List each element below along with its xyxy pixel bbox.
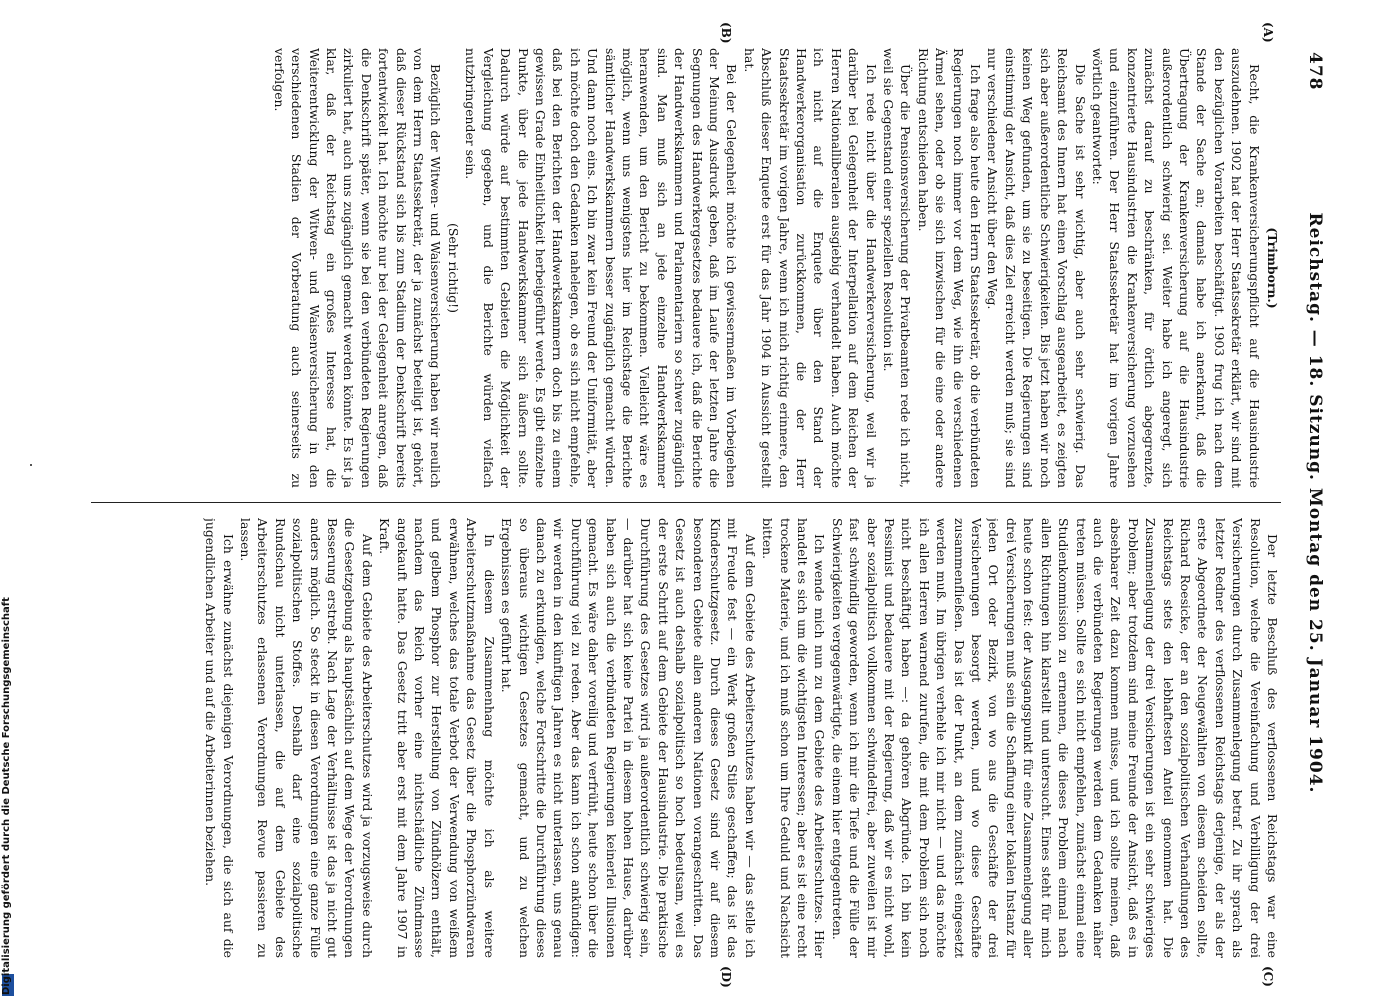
- paragraph: Recht, die Krankenversicherungspflicht auf die Hausindustrie auszudehnen. 1902 hat der Herr Staatssekretär erklärt, wir sind mit den bezüglichen Vorarbeiten beschäftigt. 1903 frug ich nach dem Stande der Sache an; damals habe ich anerkannt, daß die Übertragung der Krankenversicherung auf die Hausindustrie außerordentlich schwierig sei. Weiter habe ich angeregt, sich zunächst darauf zu beschränken, für örtlich abgegrenzte, konzentrierte Hausindustrien die Krankenversicherung vorzusehen und einzuführen. Der Herr Staatssekretär hat im vorigen Jahre wörtlich geantwortet:: [1089, 48, 1262, 488]
- margin-marker-b: (B): [719, 22, 733, 44]
- applause-note: (Sehr richtig!): [445, 223, 461, 313]
- column-divider: [91, 502, 1281, 503]
- paragraph: Ich rede nicht über die Handwerkerversicherung, weil wir ja darüber bei Gelegenheit der Interpellation auf dem Reichen der Herren Nationalliberalen ausgiebig verhandelt haben. Auch möchte ich nicht auf die Enquete über den Stand der Handwerkerorganisation zurückkommen, die der Herr Staatssekretär im vorigen Jahre, wenn ich mich richtig erinnere, den Abschluß dieser Enquete erst für das Jahr 1904 in Aussicht gestellt hat.: [741, 48, 879, 488]
- paragraph: Auf dem Gebiete des Arbeiterschutzes haben wir — das stelle ich mit Freude fest — ein Werk großen Stiles geschaffen; das ist das Kinderschutzgesetz. Durch dieses Gesetz sind wir auf diesem besonderen Gebiete allen anderen Nationen vorangeschritten. Das Gesetz ist auch deshalb sozialpolitisch so hoch bedeutsam, weil es der erste Schritt auf dem Gebiete der Hausindustrie. Die praktische Durchführung des Gesetzes wird ja außerordentlich schwierig sein, — darüber hat sich keine Partei in diesem hohen Hause, darüber haben sich auch die verbündeten Regierungen keinerlei Illusionen gemacht. Es wäre daher voreilig und verfrüht, heute schon über die Durchführung viel zu reden. Aber das kann ich schon ankündigen: wir werden in den künftigen Jahren es nicht unterlassen, uns genau danach zu erkundigen, welche Fortschritte die Durchführung dieses so überaus wichtigen Gesetzes gemacht, und zu welchen Ergebnissen es geführt hat.: [499, 518, 758, 958]
- paragraph: Ich frage also heute den Herrn Staatssekretär, ob die verbündeten Regierungen noch immer vor dem Weg, wie ihn die verschiedenen Ärmel sehen, oder ob sie sich inzwischen für die eine oder andere Richtung entschieden haben.: [915, 48, 984, 488]
- paragraph: Ich wende mich nun zu dem Gebiete des Arbeiterschutzes. Hier handelt es sich um die wichtigsten Interessen; aber es ist eine recht trockene Materie, und ich muß schon um Ihre Geduld und Nachsicht bitten.: [760, 518, 828, 958]
- margin-marker-a: (A): [1261, 22, 1275, 43]
- right-column: [91, 518, 1281, 958]
- scan-speck: [30, 464, 32, 466]
- paragraph: Bezüglich der Witwen- und Waisenversicherung haben wir neulich von dem Herrn Staatssekretär, der ja zunächst beteiligt ist, gehört, daß dieser Rückstand sich bis zum Stadium der Denkschrift bereits fortentwickelt hat. Ich möchte nur bei der Gelegenheit anregen, daß die Denkschrift später, wenn sie bei den verbündeten Regierungen zirkuliert hat, auch uns zugänglich gemacht werden könnte. Es ist ja klar, daß der Reichstag ein großes Interesse hat, die Weiterentwicklung der Witwen- und Waisenversicherung in den verschiedenen Stadien der Vorberatung auch seinerseits zu verfolgen.: [271, 48, 444, 488]
- document-page: [75, 22, 1325, 988]
- left-column: [91, 48, 1281, 488]
- quoted-paragraph: Die Sache ist sehr wichtig, aber auch sehr schwierig. Das Reichsamt des Innern hat einen Vorschlag ausgearbeitet, es zeigten sich aber außerordentliche Schwierigkeiten. Bis jetzt haben wir noch keinen Weg gefunden, um sie zu beseitigen. Die Regierungen sind einstimmig der Ansicht, daß dies Ziel erreicht werden muß; sie sind nur verschiedener Ansicht über den Weg.: [985, 48, 1088, 488]
- page-number: 478: [1305, 52, 1325, 91]
- paragraph: Ich erwähne zunächst diejenigen Verordnungen, die sich auf die jugendlichen Arbeiter und auf die Arbeiterinnen beziehen.: [203, 518, 236, 958]
- running-head: Reichstag. — 18. Sitzung. Montag den 25. Januar 1904.: [1305, 212, 1325, 794]
- paragraph: Auf dem Gebiete des Arbeiterschutzes wird ja vorzugsweise durch die Gesetzgebung als hauptsächlich auf dem Wege der Verordnungen Besserung erstrebt. Nach Lage der Verhältnisse ist das ja nicht gut anders möglich. So steckt in diesen Verordnungen eine ganze Fülle sozialpolitischen Stoffes. Deshalb darf eine sozialpolitische Rundschau nicht unterlassen, die auf dem Gebiete des Arbeiterschutzes erlassenen Verordnungen Revue passieren zu lassen.: [238, 518, 375, 958]
- page-header: [1299, 48, 1325, 958]
- paragraph: In diesem Zusammenhang möchte ich als weitere Arbeiterschutzmaßnahme das Gesetz über die Phosphorzündwaren erwähnen, welches das totale Verbot der Verwendung von weißem und gelbem Phosphor zur Herstellung von Zündhölzern enthält, nachdem das Reich vorher eine nichtschädliche Zündmasse angekauft hatte. Das Gesetz tritt aber erst mit dem Jahre 1907 in Kraft.: [377, 518, 497, 958]
- paragraph: Über die Pensionsversicherung der Privatbeamten rede ich nicht, weil sie Gegenstand einer speziellen Resolution ist.: [881, 48, 914, 488]
- margin-marker-d: (D): [719, 966, 733, 988]
- paragraph: Bei der Gelegenheit möchte ich gewissermaßen im Vorbeigehen der Meinung Ausdruck geben, daß im Laufe der letzten Jahre die Segnungen des Handwerkergesetzes bedauere ich, daß die Berichte der Handwerkskammern und Parlamentariern so schwer zugänglich sind. Man muß sich an jede einzelne Handwerkskammer heranwenden, um den Bericht zu bekommen. Vielleicht wäre es möglich, wenn uns wenigstens hier im Reichstage die Berichte sämtlicher Handwerkskammern besser zugänglich gemacht würden. Und dann noch eins. Ich bin zwar kein Freund der Uniformität, aber ich möchte doch den Gedanken nahelegen, ob es sich nicht empfehle, daß bei den Berichten der Handwerkskammern doch bis zu einem gewissen Grade Einheitlichkeit herbeigeführt werde. Es gibt einzelne Punkte, über die jede Handwerkskammer sich äußern sollte. Dadurch würde auf bestimmten Gebieten die Möglichkeit der Vergleichung gegeben, und die Berichte würden vielfach nutzbringender sein.: [463, 48, 740, 488]
- paragraph: Der letzte Beschluß des verflossenen Reichstags war eine Resolution, welche die Vereinfachung und Verbilligung der drei Versicherungen durch Zusammenlegung betraf. Zu ihr sprach als letzter Redner des verflossenen Reichstags derjenige, der als der erste Abgeordnete der Neugewählten von diesem scheiden sollte, Richard Roesicke, der an den sozialpolitischen Verhandlungen des Reichstags stets den lebhaftesten Anteil genommen hat. Die Zusammenlegung der drei Versicherungen ist ein sehr schwieriges Problem; aber trotzdem sind meine Freunde der Ansicht, daß es in absehbarer Zeit dazu kommen müsse, und ich sollte meinen, daß auch die verbündeten Regierungen werden dem Gedanken näher treten müssen. Sollte es sich nicht empfehlen, zunächst einmal eine Studienkommission zu ernennen, die dieses Problem einmal nach allen Richtungen hin klarstellt und untersucht. Eines steht für mich heute schon fest: der Ausgangspunkt für eine Zusammenlegung aller drei Versicherungen muß sein die Schaffung einer lokalen Instanz für jeden Ort oder Bezirk, von wo aus die Geschäfte der drei Versicherungen besorgt werden, und wo diese Geschäfte zusammenfließen. Das ist der Punkt, an dem zunächst eingesetzt werden muß. Im übrigen verhehle ich mir nicht — und das möchte ich allen Herren warnend zurufen, die mit dem Problem sich noch nicht beschäftigt haben —: da gehören Abgründe. Ich bin kein Pessimist und bedauere mit der Regierung, daß wir es nicht wohl, aber sozialpolitisch vollkommen schwindelfrei, aber zuweilen ist mir fast schwindlig geworden, wenn ich mir die Tiefe und die Fülle der Schwierigkeiten vergegenwärtigte, die einem hier entgegentreten.: [829, 518, 1280, 958]
- speaker-name: (Trimborn.): [1265, 227, 1280, 309]
- margin-marker-c: (C): [1261, 966, 1275, 987]
- digitization-credit: Digitalisierung gefördert durch die Deutsche Forschungsgemeinschaft: [1, 597, 12, 995]
